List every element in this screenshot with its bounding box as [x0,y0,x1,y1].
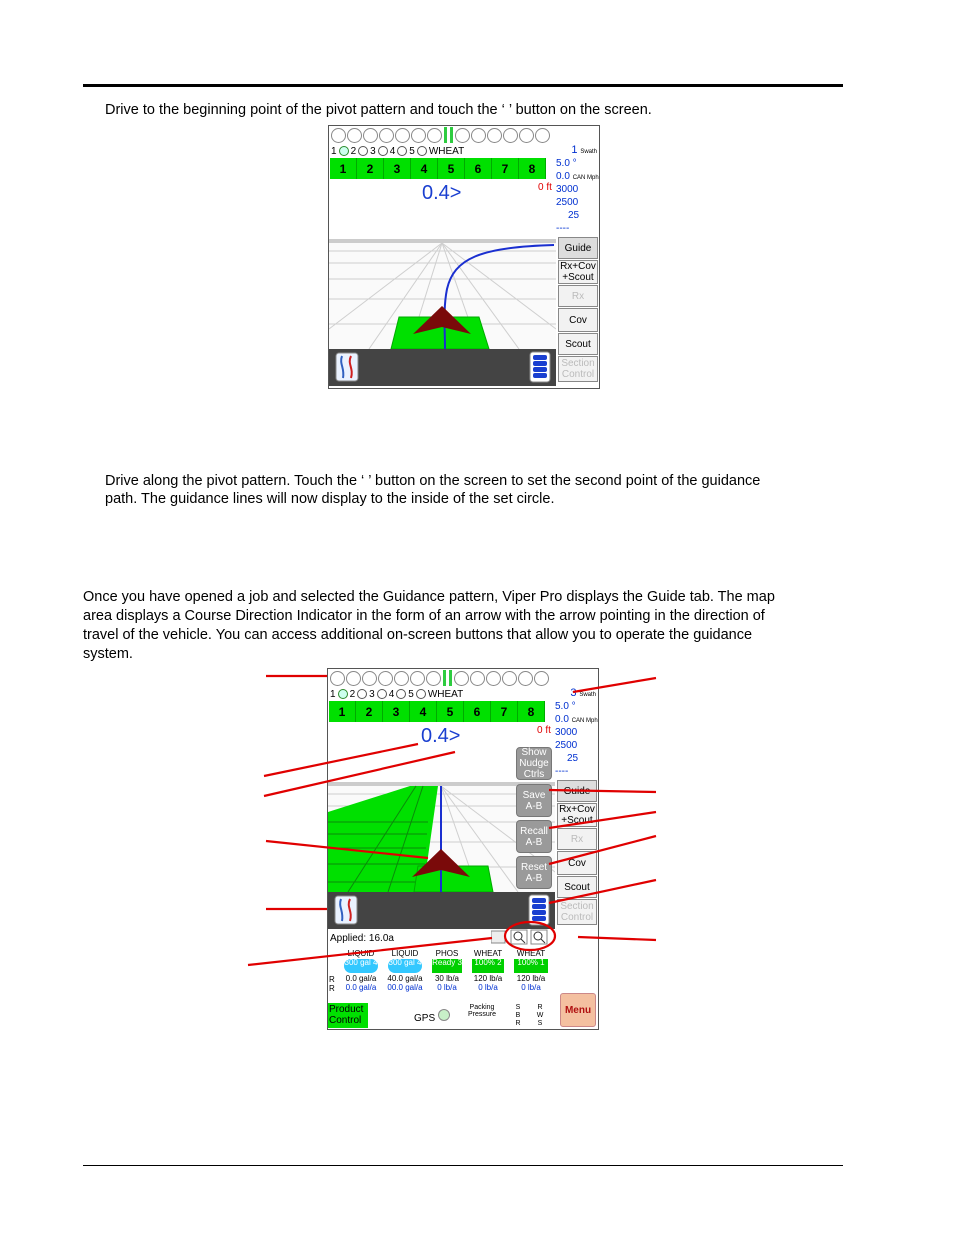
applied-area: Applied: 16.0a [330,933,394,944]
tab-scout[interactable]: Scout [558,333,598,355]
radio-icon[interactable] [358,146,368,156]
value-2500: 2500 [555,740,578,751]
swath-number: 3 [570,687,577,699]
status-column: 3 Swath 5.0 ° 0.0 CAN Mph 3000 2500 25 ---- [555,687,598,777]
radio-selected-icon[interactable] [338,689,348,699]
swath-number: 1 [571,144,578,156]
product-wheat-1[interactable]: WHEAT 100% 2 120 lb/a 0 lb/a [473,949,503,992]
save-ab-button[interactable]: Save A-B [516,784,552,817]
section-2[interactable]: 2 [356,701,383,722]
cross-track-error: 0.4> [421,725,461,747]
tab-section-control[interactable]: Section Control [557,899,597,925]
zoom-in-icon[interactable] [511,930,527,944]
lightbar [329,126,550,144]
menu-button[interactable]: Menu [560,993,596,1027]
top-rule [83,84,843,87]
radio-icon[interactable] [377,689,387,699]
product-phos[interactable]: PHOS Ready 3 30 lb/a 0 lb/a [432,949,462,992]
guidance-mode-icon[interactable] [334,895,358,925]
product-liquid-2[interactable]: LIQUID 300 gal 4 40.0 gal/a 00.0 gal/a [387,949,423,992]
speed-readout: 0.0 [556,171,570,182]
bottom-toolbar [329,349,556,386]
body-text-line2: area displays a Course Direction Indicator in the form of an arrow with the arrow pointing in the direction of [83,608,765,624]
zoom-controls [491,928,551,946]
tab-rx-cov-scout[interactable]: Rx+Cov +Scout [557,803,597,827]
rws-label: R W S [536,1004,544,1027]
tab-guide[interactable]: Guide [558,237,598,259]
packing-pressure[interactable]: Packing Pressure [467,1004,496,1018]
offset-readout: 0 ft [538,182,552,193]
guidance-map[interactable] [329,239,556,349]
section-5[interactable]: 5 [438,158,465,179]
value-3000: 3000 [556,184,579,195]
product-wheat-2[interactable]: WHEAT 100% 1 120 lb/a 0 lb/a [510,949,552,992]
tab-cov[interactable]: Cov [557,851,597,875]
step-2-text-line1: Drive along the pivot pattern. Touch the ‘ ’ button on the screen to set the second point of the guidance [105,473,761,489]
tab-cov[interactable]: Cov [558,308,598,332]
radio-icon[interactable] [357,689,367,699]
value-2500: 2500 [556,197,579,208]
section-1[interactable]: 1 [330,158,357,179]
product-control-button[interactable]: Product Control [328,1003,368,1028]
cross-track-error: 0.4> [422,182,462,204]
radio-icon[interactable] [417,146,427,156]
section-2[interactable]: 2 [357,158,384,179]
radio-selected-icon[interactable] [339,146,349,156]
tab-rx[interactable]: Rx [557,828,597,850]
radio-icon[interactable] [396,689,406,699]
section-5[interactable]: 5 [437,701,464,722]
radio-icon[interactable] [378,146,388,156]
value-3000: 3000 [555,727,578,738]
viper-screen-guide-start [328,125,600,389]
lightbar-settings-icon[interactable] [528,894,550,926]
section-3[interactable]: 3 [384,158,411,179]
value-25: 25 [568,210,580,221]
section-1[interactable]: 1 [329,701,356,722]
tab-guide[interactable]: Guide [557,780,597,802]
body-text-line3: travel of the vehicle. You can access additional on-screen buttons that allow you to operate the guidance [83,627,753,643]
sbr-label: S B R [515,1004,521,1027]
value-dashes: ---- [556,223,570,234]
guidance-mode-icon[interactable] [335,352,359,382]
radio-icon[interactable] [416,689,426,699]
section-4[interactable]: 4 [410,701,437,722]
section-6[interactable]: 6 [465,158,492,179]
lightbar-settings-icon[interactable] [529,351,551,383]
viper-screen-guide-tab [327,668,599,1030]
reset-ab-button[interactable]: Reset A-B [516,856,552,889]
section-3[interactable]: 3 [383,701,410,722]
product-select-row[interactable]: 1 2 3 4 5 WHEAT [331,145,465,157]
status-column: 1 Swath 5.0 ° 0.0 CAN Mph 3000 2500 25 ---- [556,144,599,234]
heading-readout: 5.0 ° [556,158,577,169]
section-4[interactable]: 4 [411,158,438,179]
heading-readout: 5.0 ° [555,701,576,712]
section-bar [329,701,545,722]
section-6[interactable]: 6 [464,701,491,722]
zoom-out-icon[interactable] [531,930,547,944]
gps-status[interactable]: GPS [414,1009,450,1024]
recall-ab-button[interactable]: Recall A-B [516,820,552,853]
step-2-text-line2: path. The guidance lines will now display to the inside of the set circle. [105,491,555,507]
lightbar [328,669,549,687]
step-1-text: Drive to the beginning point of the pivot pattern and touch the ‘ ’ button on the screen. [105,102,652,118]
bottom-rule [83,1165,843,1166]
section-7[interactable]: 7 [492,158,519,179]
tab-rx[interactable]: Rx [558,285,598,307]
speed-readout: 0.0 [555,714,569,725]
show-nudge-controls-button[interactable]: Show Nudge Ctrls [516,747,552,780]
section-8[interactable]: 8 [518,701,545,722]
product-select-row[interactable]: 1 2 3 4 5 WHEAT [330,688,464,700]
section-bar [330,158,546,179]
bottom-toolbar [328,892,555,929]
value-dashes: ---- [555,766,569,777]
tab-rx-cov-scout[interactable]: Rx+Cov +Scout [558,260,598,284]
value-25: 25 [567,753,579,764]
body-text-line4: system. [83,646,133,662]
tab-section-control[interactable]: Section Control [558,356,598,382]
section-8[interactable]: 8 [519,158,546,179]
section-7[interactable]: 7 [491,701,518,722]
products-panel: R R LIQUID 300 gal 4 0.0 gal/a 0.0 gal/a LIQUID 300 gal 4 40.0 gal/a 00.0 gal/a PHOS Ready 3 30 lb/a 0 lb/a WHEAT 100% 2 120 lb/a 0 lb/a WHEAT 100% 1 120 lb/a 0 lb/a [328,949,555,1003]
radio-icon[interactable] [397,146,407,156]
body-text-line1: Once you have opened a job and selected the Guidance pattern, Viper Pro displays the Guide tab. The map [83,589,775,605]
product-liquid-1[interactable]: LIQUID 300 gal 4 0.0 gal/a 0.0 gal/a [344,949,378,992]
offset-readout: 0 ft [537,725,551,736]
gps-icon [438,1009,450,1021]
tab-scout[interactable]: Scout [557,876,597,898]
